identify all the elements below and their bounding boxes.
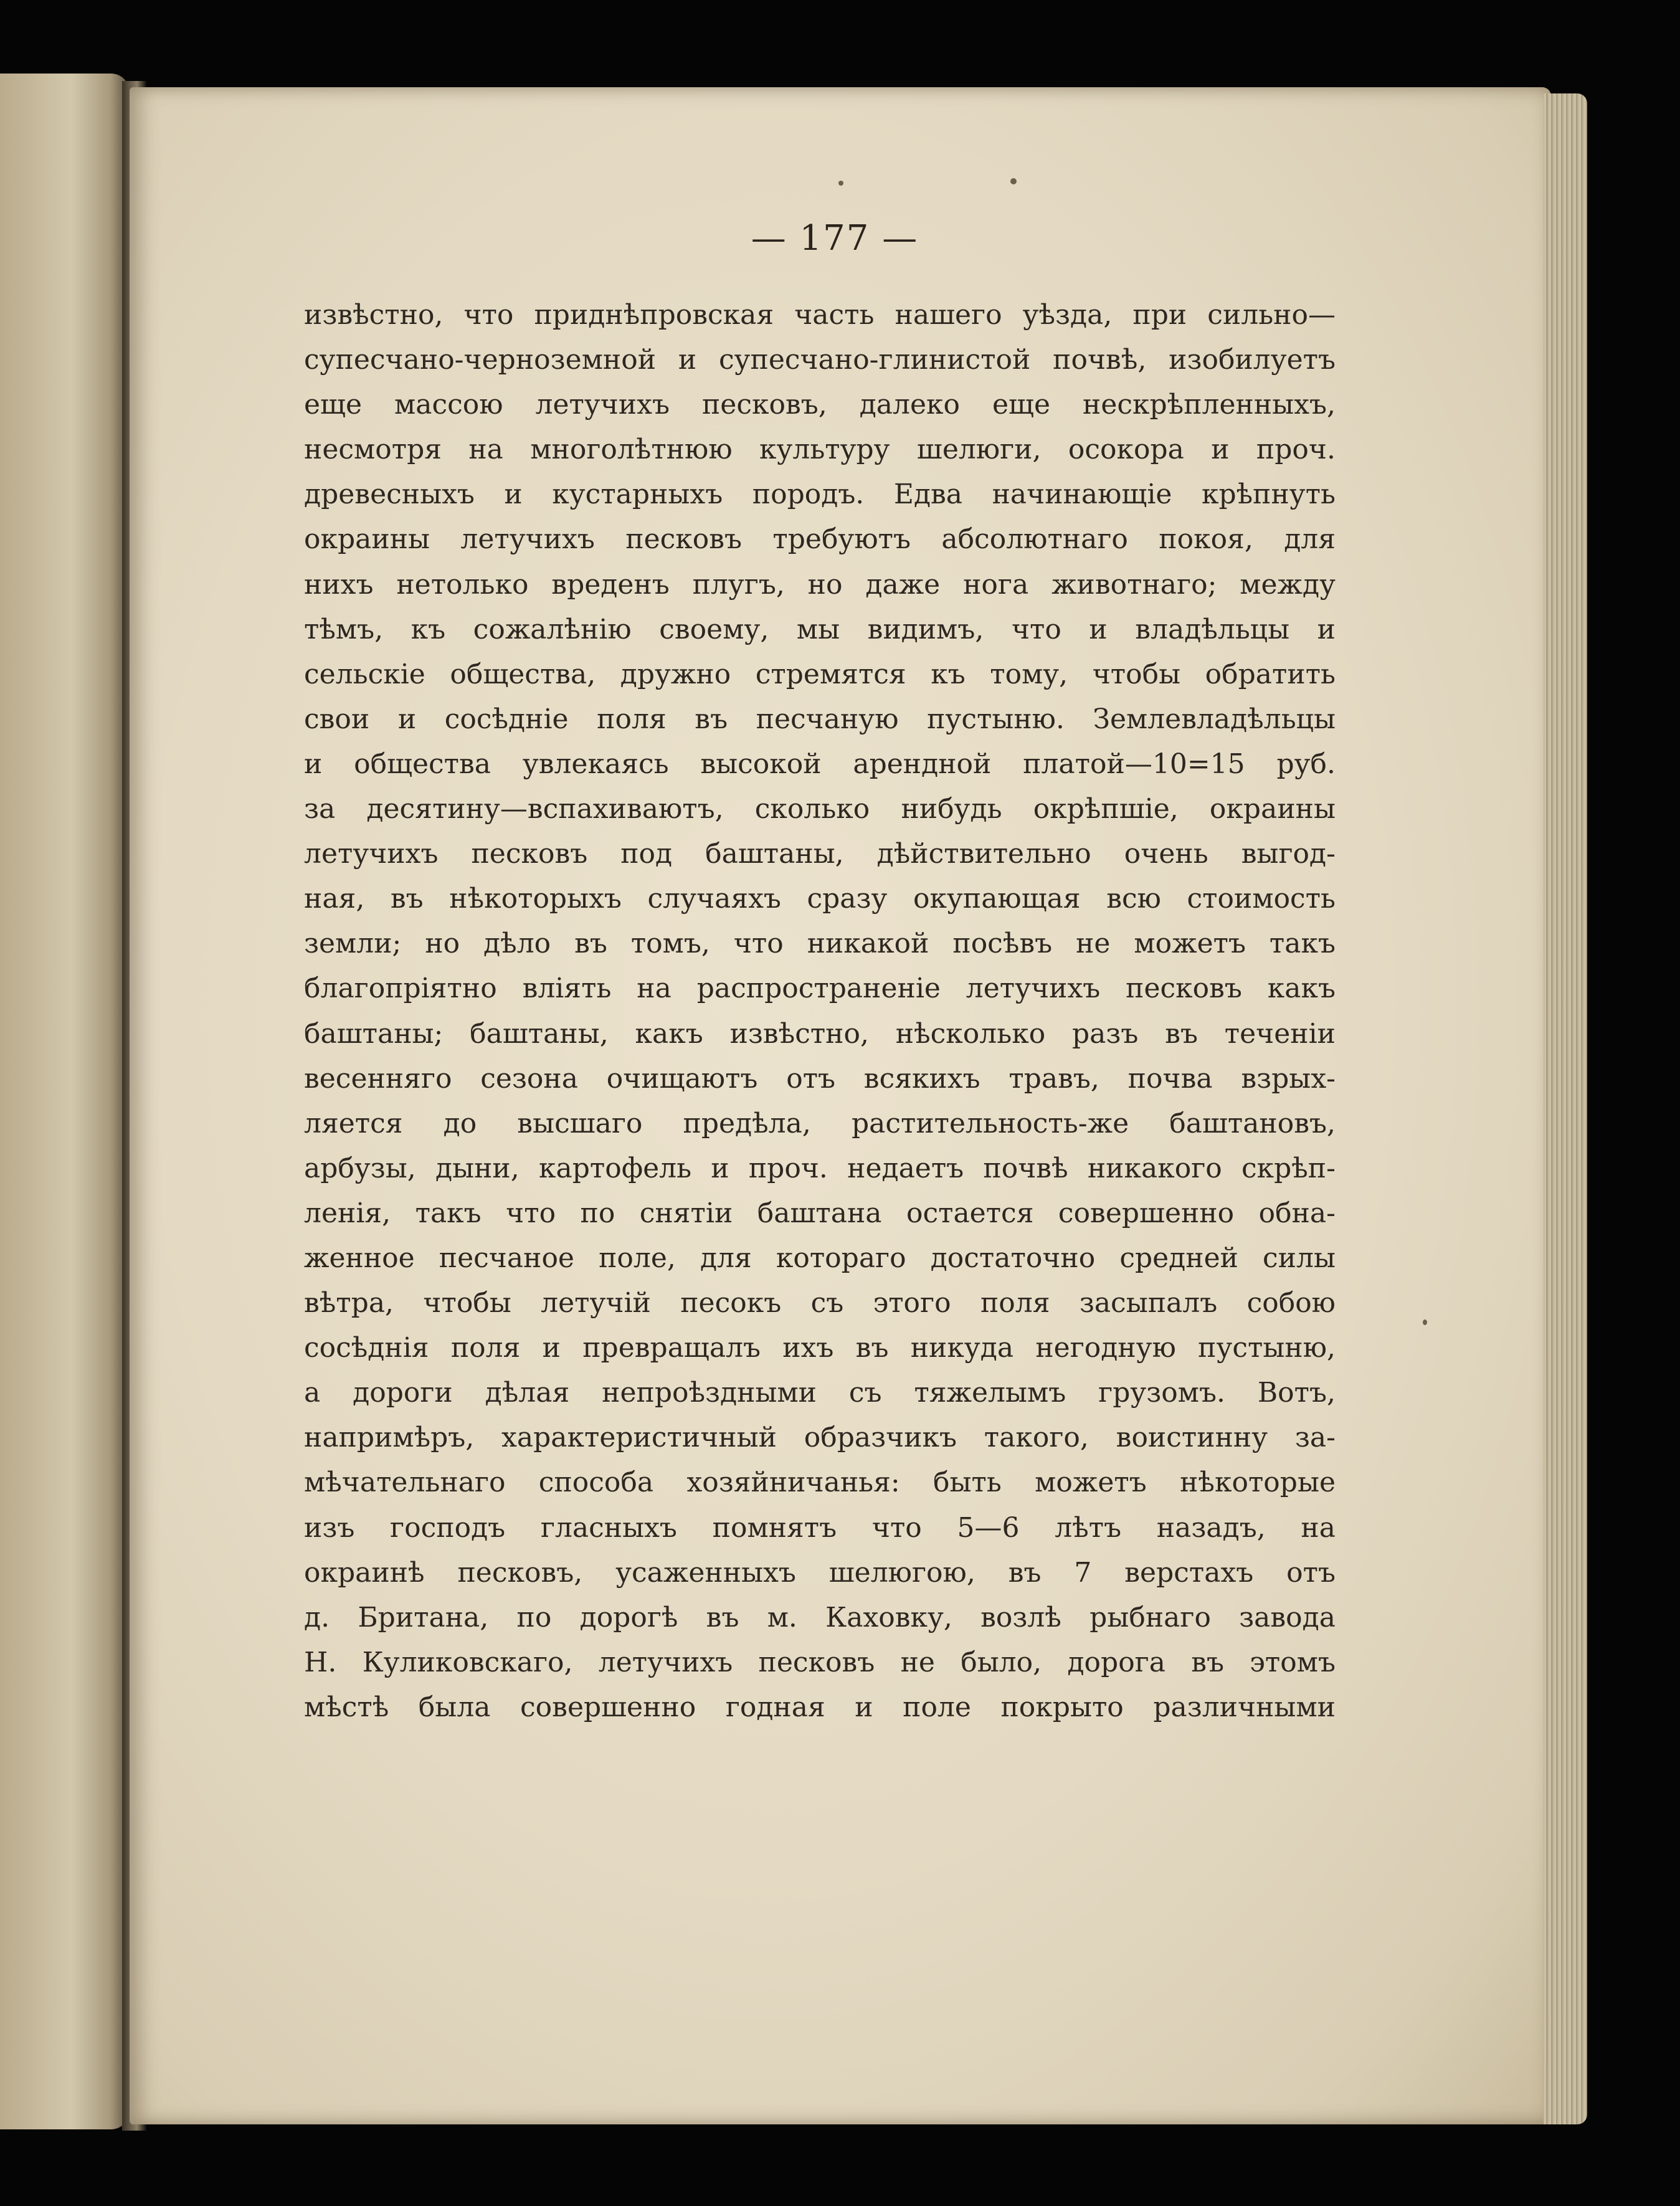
- text-line: окраинѣ песковъ, усаженныхъ шелюгою, въ 7 верстахъ отъ: [304, 1556, 1336, 1589]
- text-line: супесчано-черноземной и супесчано-глинистой почвѣ, изобилуетъ: [304, 344, 1336, 376]
- text-line: ная, въ нѣкоторыхъ случаяхъ сразу окупающая всю стоимость: [304, 883, 1336, 915]
- text-line: за десятину—вспахиваютъ, сколько нибудь окрѣпшіе, окраины: [304, 793, 1336, 825]
- text-line: весенняго сезона очищаютъ отъ всякихъ травъ, почва взрых-: [304, 1062, 1336, 1095]
- text-line: несмотря на многолѣтнюю культуру шелюги, осокора и проч.: [304, 434, 1336, 466]
- text-line: сосѣднія поля и превращалъ ихъ въ никуда негодную пустыню,: [304, 1332, 1336, 1364]
- text-line: изъ господъ гласныхъ помнятъ что 5—6 лѣтъ назадъ, на: [304, 1511, 1336, 1544]
- page-edges: [1544, 93, 1587, 2124]
- page-number: — 177 —: [751, 218, 919, 259]
- text-line: летучихъ песковъ под баштаны, дѣйствительно очень выгод-: [304, 838, 1336, 870]
- text-line: земли; но дѣло въ томъ, что никакой посѣвъ не можетъ такъ: [304, 928, 1336, 960]
- text-line: ленія, такъ что по снятіи баштана остается совершенно обна-: [304, 1197, 1336, 1229]
- text-line: еще массою летучихъ песковъ, далеко еще нескрѣпленныхъ,: [304, 389, 1336, 421]
- text-line: вѣтра, чтобы летучій песокъ съ этого поля засыпалъ собою: [304, 1287, 1336, 1319]
- text-line: извѣстно, что приднѣпровская часть нашего уѣзда, при сильно—: [304, 299, 1336, 331]
- text-line: окраины летучихъ песковъ требуютъ абсолютнаго покоя, для: [304, 523, 1336, 556]
- text-line: благопріятно вліять на распространеніе летучихъ песковъ какъ: [304, 972, 1336, 1005]
- text-line: свои и сосѣдніе поля въ песчаную пустыню. Землевладѣльцы: [304, 703, 1336, 735]
- text-line: и общества увлекаясь высокой арендной платой—10=15 руб.: [304, 748, 1336, 780]
- paper-speck: [1010, 178, 1017, 184]
- text-line: древесныхъ и кустарныхъ породъ. Едва начинающіе крѣпнуть: [304, 478, 1336, 511]
- paper-speck: [1423, 1319, 1427, 1325]
- text-line: ляется до высшаго предѣла, растительность-же баштановъ,: [304, 1107, 1336, 1139]
- text-line: сельскіе общества, дружно стремятся къ тому, чтобы обратить: [304, 658, 1336, 690]
- body-text: [304, 293, 1336, 1730]
- paper-speck: [838, 181, 843, 186]
- text-line: Н. Куликовскаго, летучихъ песковъ не было, дорога въ этомъ: [304, 1646, 1336, 1678]
- text-line: мѣчательнаго способа хозяйничанья: быть можетъ нѣкоторые: [304, 1467, 1336, 1499]
- text-line: баштаны; баштаны, какъ извѣстно, нѣсколько разъ въ теченіи: [304, 1017, 1336, 1050]
- text-line: мѣстѣ была совершенно годная и поле покрыто различными: [304, 1691, 1336, 1723]
- text-line: напримѣръ, характеристичный образчикъ такого, воистинну за-: [304, 1422, 1336, 1454]
- text-line: нихъ нетолько вреденъ плугъ, но даже нога животнаго; между: [304, 568, 1336, 601]
- text-line: тѣмъ, къ сожалѣнію своему, мы видимъ, что и владѣльцы и: [304, 613, 1336, 645]
- text-line: а дороги дѣлая непроѣздными съ тяжелымъ грузомъ. Вотъ,: [304, 1377, 1336, 1409]
- text-line: д. Британа, по дорогѣ въ м. Каховку, возлѣ рыбнаго завода: [304, 1601, 1336, 1633]
- text-line: женное песчаное поле, для котораго достаточно средней силы: [304, 1242, 1336, 1274]
- left-page-edge: [0, 74, 130, 2129]
- text-line: арбузы, дыни, картофель и проч. недаетъ почвѣ никакого скрѣп-: [304, 1152, 1336, 1184]
